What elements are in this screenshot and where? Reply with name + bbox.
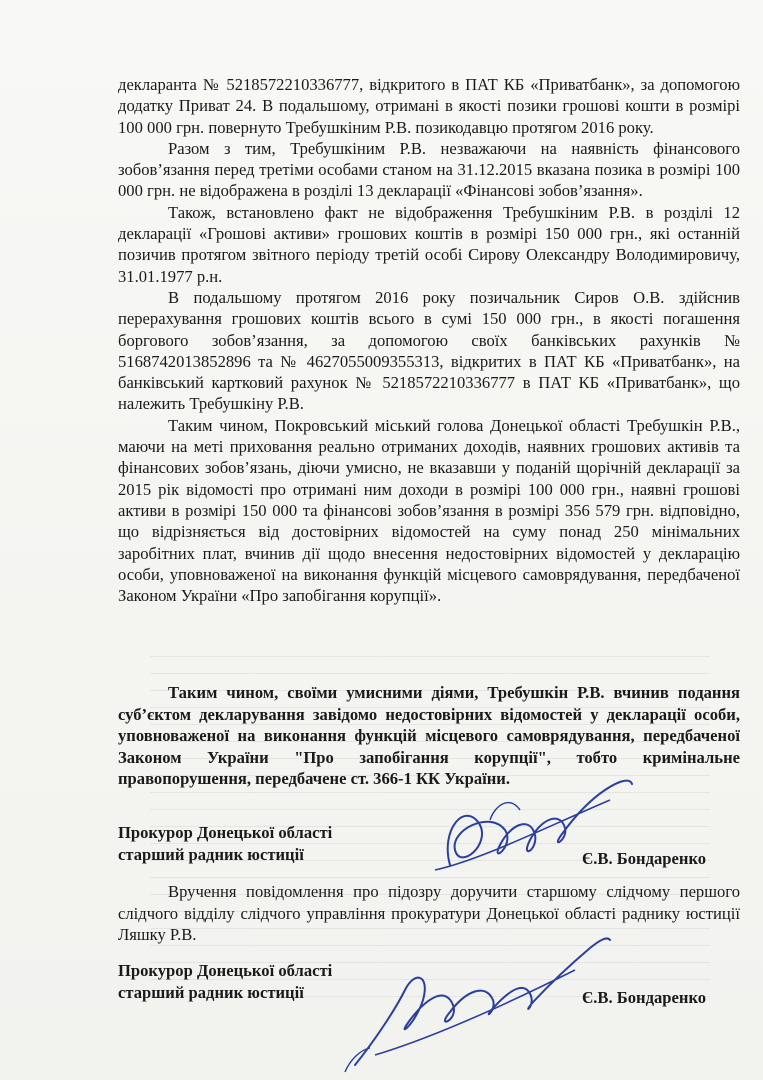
document-body bbox=[118, 74, 740, 606]
prosecutor-title-line1: Прокурор Донецької області bbox=[118, 961, 333, 980]
prosecutor-title-block-2 bbox=[118, 960, 332, 1004]
conclusion-paragraph: Таким чином, своїми умисними діями, Требушкін Р.В. вчинив подання суб’єктом декларування завідомо недостовірних відомостей у декларації особи, уповноваженої на виконання функцій місцевого самоврядування, передбаченої Законом України "Про запобігання корупції", тобто кримінальне правопорушення, передбачене ст. 366-1 КК України. bbox=[118, 683, 740, 788]
prosecutor-title-line2: старший радник юстиції bbox=[118, 845, 304, 864]
paragraph-account-continuation: декларанта № 5218572210336777, відкритого в ПАТ КБ «Приватбанк», за допомогою додатку Приват 24. В подальшому, отримані в якості позики грошові кошти в розмірі 100 000 грн. повернуто Требушкіним Р.В. позикодавцю протягом 2016 року. bbox=[118, 75, 740, 137]
prosecutor-title-block-1 bbox=[118, 822, 332, 866]
paragraph-financial-obligation: Разом з тим, Требушкіним Р.В. незважаючи на наявність фінансового зобов’язання перед третіми особами станом на 31.12.2015 вказана позика в розмірі 100 000 грн. не відображена в розділі 13 декларації «Фінансові зобов’язання». bbox=[118, 138, 740, 201]
prosecutor-title-line2: старший радник юстиції bbox=[118, 983, 304, 1002]
prosecutor-name-2: Є.В. Бондаренко bbox=[582, 988, 707, 1007]
handwritten-signature-2 bbox=[335, 930, 615, 1075]
paragraph-repayment: В подальшому протягом 2016 року позичальник Сиров О.В. здійснив перерахування грошових коштів всього в сумі 150 000 грн., в якості погашення боргового зобов’язання, за допомогою своїх банківських рахунків № 5168742013852896 та № 4627055009355313, відкритих в ПАТ КБ «Приватбанк», на банківський картковий рахунок № 5218572210336777 в ПАТ КБ «Приватбанк», що належить Требушкіну Р.В. bbox=[118, 287, 740, 414]
notice-paragraph: Вручення повідомлення про підозру доручити старшому слідчому першого слідчого відділу слідчого управління прокуратури Донецької області раднику юстиції Ляшку Р.В. bbox=[118, 882, 740, 944]
paragraph-summary: Таким чином, Покровський міський голова Донецької області Требушкін Р.В., маючи на меті приховання реально отриманих доходів, наявних грошових активів та фінансових зобов’язань, діючи умисно, не вказавши у поданій щорічній декларації за 2015 рік відомості про отримані ним доходи в розмірі 100 000 грн., наявні грошові активи в розмірі 150 000 та фінансові зобов’язання в розмірі 356 579 грн. відповідно, що відрізняється від достовірних відомостей на суму понад 250 мінімальних заробітних плат, вчинив дії щодо внесення недостовірних відомостей у декларацію особи, уповноваженої на виконання функцій місцевого самоврядування, передбаченої Законом України «Про запобігання корупції». bbox=[118, 415, 740, 606]
paragraph-monetary-assets: Також, встановлено факт не відображення Требушкіним Р.В. в розділі 12 декларації «Грошові активи» грошових коштів в розмірі 150 000 грн., які останній позичив протягом звітного періоду третій особі Сирову Олександру Володимировичу, 31.01.1977 р.н. bbox=[118, 202, 740, 286]
prosecutor-name-1: Є.В. Бондаренко bbox=[582, 849, 707, 868]
prosecutor-title-line1: Прокурор Донецької області bbox=[118, 823, 333, 842]
